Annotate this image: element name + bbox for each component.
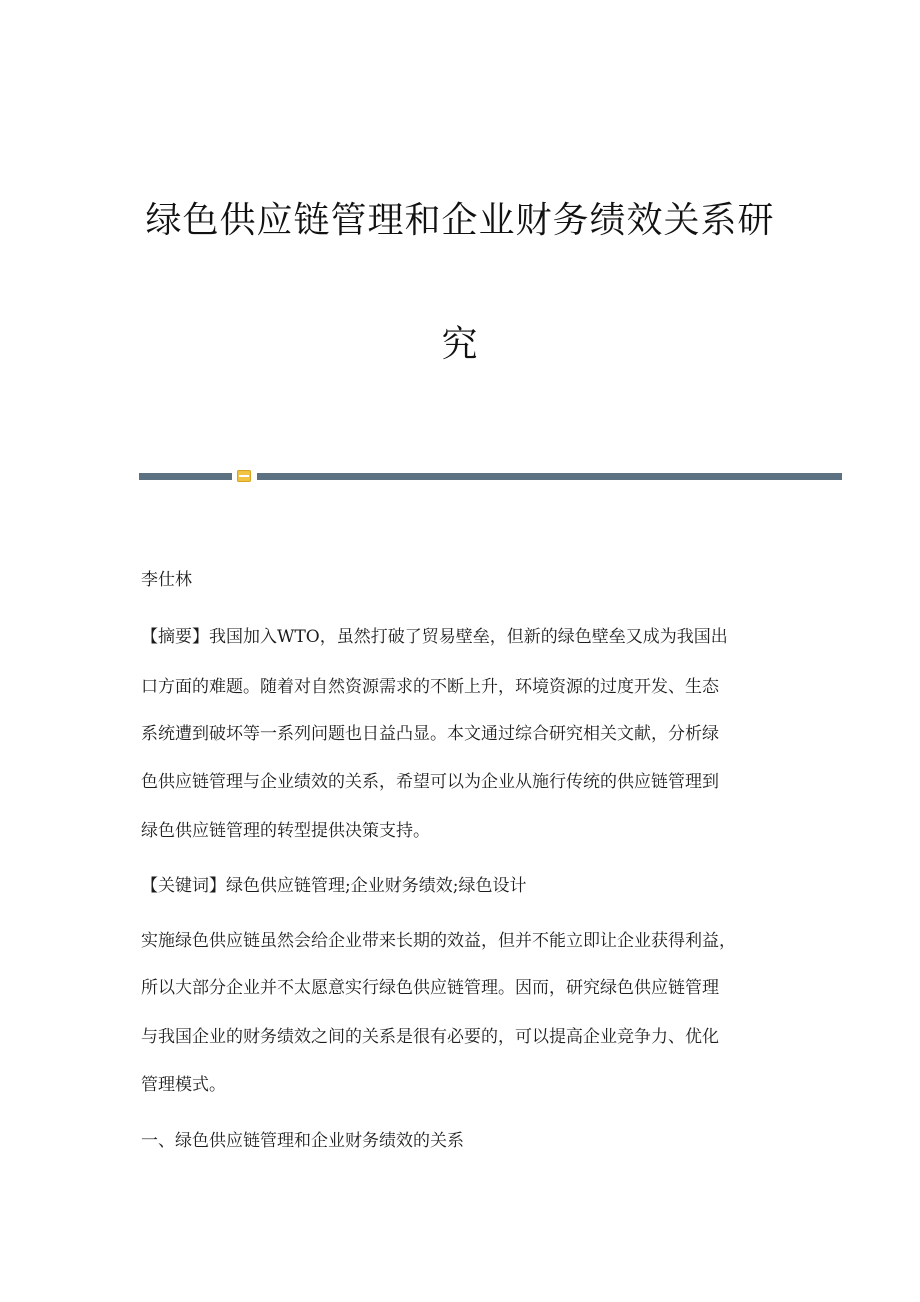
section-heading: 一、绿色供应链管理和企业财务绩效的关系	[141, 1131, 464, 1151]
intro-line: 管理模式。	[141, 1075, 226, 1095]
title-divider	[139, 469, 842, 483]
document-title-line-2: 究	[441, 324, 479, 365]
abstract-line: 色供应链管理与企业绩效的关系，希望可以为企业从施行传统的供应链管理到	[141, 772, 719, 792]
intro-line: 所以大部分企业并不太愿意实行绿色供应链管理。因而，研究绿色供应链管理	[141, 978, 719, 998]
intro-line: 实施绿色供应链虽然会给企业带来长期的效益，但并不能立即让企业获得利益，	[141, 931, 736, 951]
divider-bar-right	[257, 473, 842, 480]
abstract-line: 口方面的难题。随着对自然资源需求的不断上升，环境资源的过度开发、生态	[141, 677, 719, 697]
abstract-line: 【摘要】我国加入WTO，虽然打破了贸易壁垒，但新的绿色壁垒又成为我国出	[141, 627, 728, 647]
abstract-line: 系统遭到破坏等一系列问题也日益凸显。本文通过综合研究相关文献，分析绿	[141, 724, 719, 744]
intro-line: 与我国企业的财务绩效之间的关系是很有必要的，可以提高企业竞争力、优化	[141, 1027, 719, 1047]
document-title-line-1: 绿色供应链管理和企业财务绩效关系研	[145, 200, 775, 241]
divider-ornament-icon	[237, 470, 251, 482]
divider-bar-left	[139, 473, 232, 480]
keywords: 【关键词】绿色供应链管理;企业财务绩效;绿色设计	[141, 876, 527, 896]
author-name: 李仕林	[141, 570, 192, 590]
abstract-line: 绿色供应链管理的转型提供决策支持。	[141, 821, 430, 841]
